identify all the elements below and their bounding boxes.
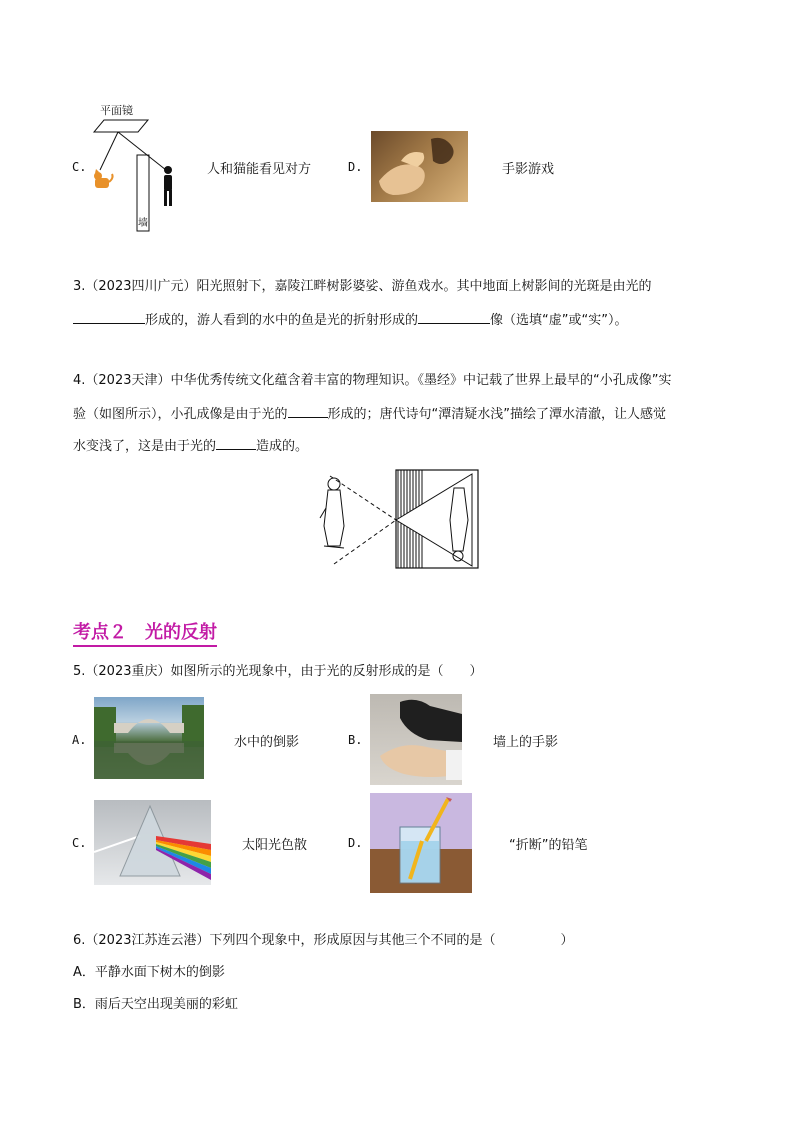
q4-line3: 水变浅了，这是由于光的 造成的。	[73, 436, 308, 456]
q4-blank-1[interactable]	[288, 404, 328, 418]
person-icon	[164, 166, 172, 206]
q5-option-c-letter: C.	[72, 836, 87, 850]
q5-option-a-letter: A.	[72, 733, 87, 747]
option-d-letter: D.	[348, 160, 363, 174]
wall-label: 墙	[138, 218, 148, 229]
q5-option-b-caption: 墙上的手影	[493, 735, 559, 750]
standing-figure	[320, 478, 344, 548]
light-ray	[334, 520, 396, 564]
q4-line1: 4.（2023天津）中华优秀传统文化蕴含着丰富的物理知识。《墨经》中记载了世界上最早的“小孔成像”实	[73, 373, 672, 388]
q3-blank-2[interactable]	[418, 310, 490, 324]
q4-line2: 验（如图所示），小孔成像是由于光的 形成的；唐代诗句“潭清疑水浅”描绘了潭水清澈，让人感觉	[73, 404, 666, 424]
prism-dispersion-photo	[94, 800, 211, 885]
q3-line1: 3.（2023四川广元）阳光照射下，嘉陵江畔树影婆娑、游鱼戏水。其中地面上树影间的光斑是由光的	[73, 279, 652, 294]
q3-line2: 形成的，游人看到的水中的鱼是光的折射形成的 像（选填“虚”或“实”）。	[73, 310, 627, 330]
option-c-letter: C.	[72, 160, 87, 174]
q3-blank-1[interactable]	[73, 310, 145, 324]
q5-option-a-caption: 水中的倒影	[234, 735, 300, 750]
bridge-reflection-photo	[94, 697, 204, 779]
q5-option-d-letter: D.	[348, 836, 363, 850]
option-d-caption: 手影游戏	[502, 162, 555, 177]
pinhole-camera-diagram	[312, 468, 482, 572]
hand-shadow-wall-photo	[370, 694, 462, 785]
option-c-caption: 人和猫能看见对方	[207, 162, 312, 177]
q6-stem: 6.（2023江苏连云港）下列四个现象中，形成原因与其他三个不同的是（ ）	[73, 933, 574, 948]
q6-option-b: B．雨后天空出现美丽的彩虹	[73, 997, 238, 1012]
q5-option-d-caption: “折断”的铅笔	[509, 838, 588, 853]
q6-option-a: A．平静水面下树木的倒影	[73, 965, 225, 980]
hand-shadow-photo	[371, 131, 468, 202]
section-heading: 考点２ 光的反射	[73, 622, 217, 647]
mirror-cat-person-diagram	[90, 100, 200, 235]
mirror-shape	[94, 120, 148, 132]
pencil-in-glass-photo	[370, 793, 472, 893]
q5-option-c-caption: 太阳光色散	[242, 838, 308, 853]
mirror-label: 平面镜	[100, 104, 133, 117]
q4-blank-2[interactable]	[216, 436, 256, 450]
cat-icon	[94, 169, 113, 188]
q5-option-b-letter: B.	[348, 733, 363, 747]
q5-stem: 5.（2023重庆）如图所示的光现象中，由于光的反射形成的是（ ）	[73, 664, 483, 679]
light-ray	[118, 132, 166, 170]
light-ray	[100, 132, 118, 170]
